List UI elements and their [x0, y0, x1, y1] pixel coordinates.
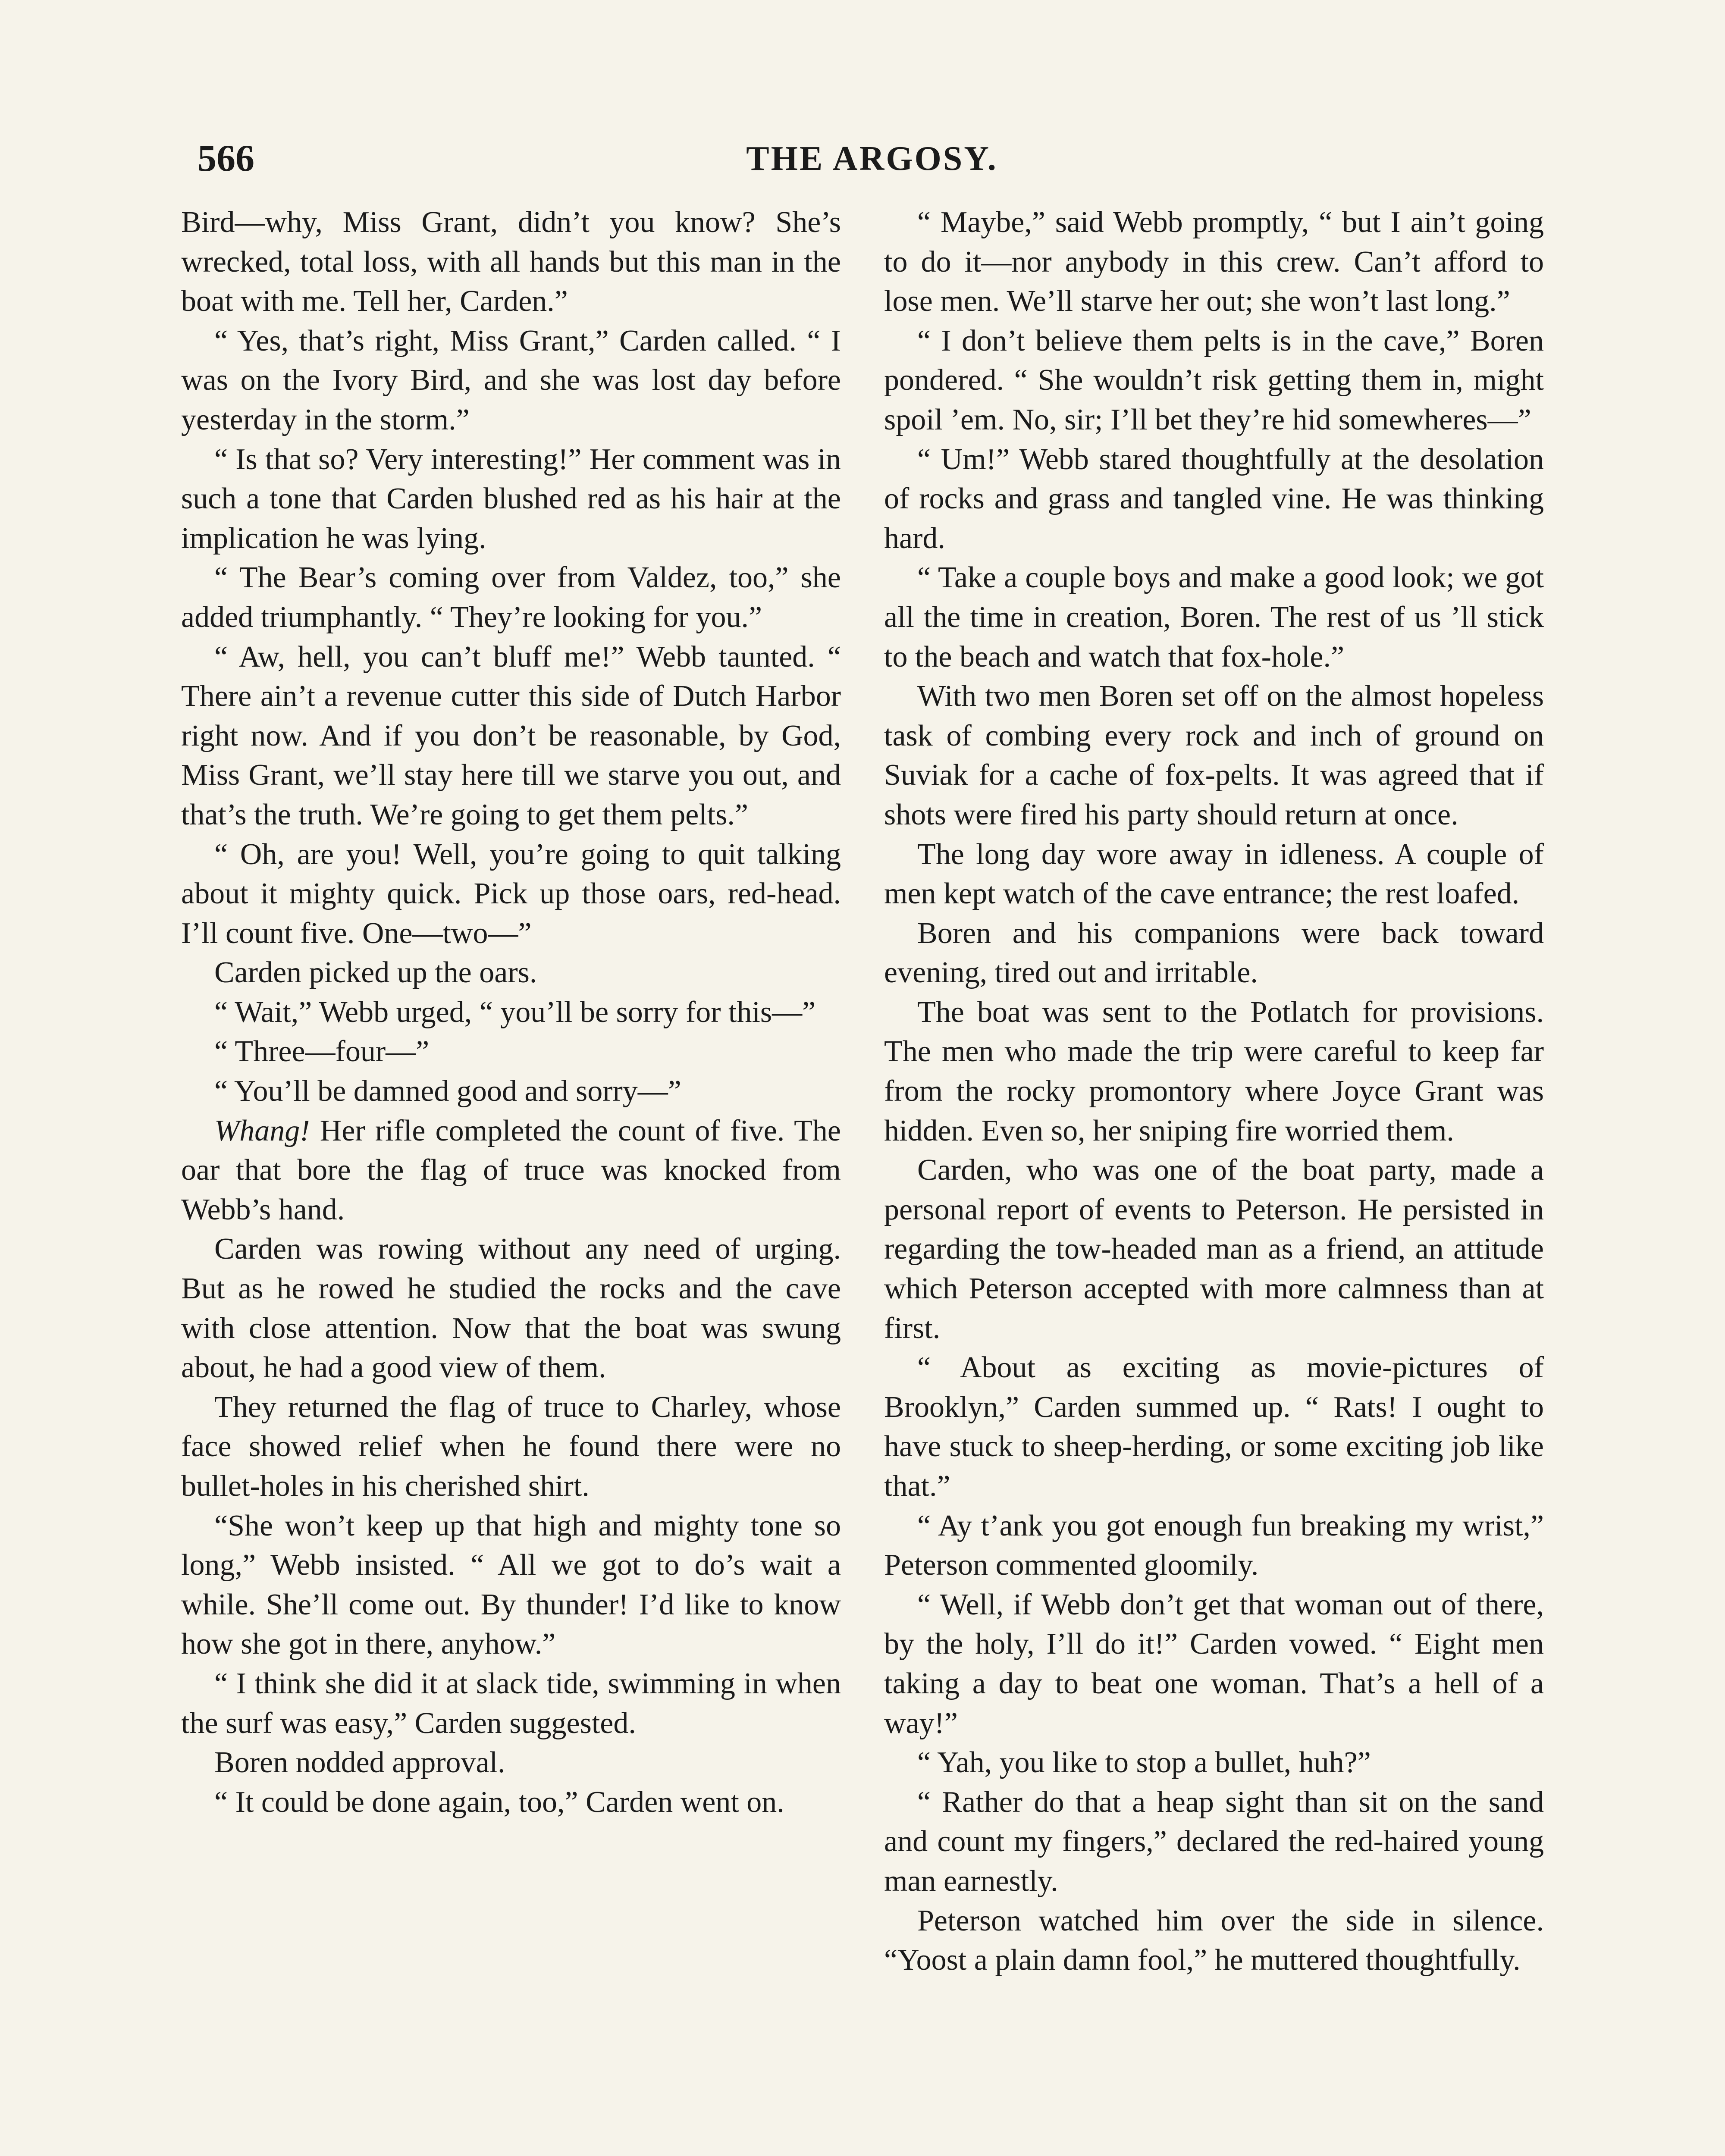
paragraph: They returned the flag of truce to Charley, whose face showed relief when he found there were no bullet-holes in his cherished shirt. — [181, 1390, 841, 1503]
paragraph: “ Aw, hell, you can’t bluff me!” Webb taunted. “ There ain’t a revenue cutter this side of Dutch Harbor right now. And if you don’t be reasonable, by God, Miss Grant, we’ll stay here till we starve you out, and that’s the truth. We’re going to get them pelts.” — [181, 640, 841, 831]
paragraph: “ Oh, are you! Well, you’re going to quit talking about it mighty quick. Pick up those oars, red-head. I’ll count five. One—two—” — [181, 837, 841, 950]
paragraph: Peterson watched him over the side in silence. “Yoost a plain damn fool,” he muttered thoughtfully. — [884, 1904, 1544, 1977]
paragraph: Carden picked up the oars. — [214, 956, 537, 990]
paragraph: “ Ay t’ank you got enough fun breaking my wrist,” Peterson commented gloomily. — [884, 1509, 1544, 1582]
paragraph: Boren and his companions were back toward evening, tired out and irritable. — [884, 916, 1544, 990]
paragraph: Carden, who was one of the boat party, made a personal report of events to Peterson. He persisted in regarding the tow-headed man as a friend, an attitude which Peterson accepted with more calmness than at first. — [884, 1153, 1544, 1345]
paragraph: The long day wore away in idleness. A couple of men kept watch of the cave entrance; the rest loafed. — [884, 837, 1544, 911]
paragraph: Bird—why, Miss Grant, didn’t you know? She’s wrecked, total loss, with all hands but this man in the boat with me. Tell her, Carden.” — [181, 206, 841, 318]
paragraph-text: Her rifle completed the count of five. The oar that bore the flag of truce was knocked from Webb’s hand. — [181, 1114, 841, 1226]
paragraph: “ Wait,” Webb urged, “ you’ll be sorry for this—” — [214, 995, 816, 1029]
paragraph: “ Um!” Webb stared thoughtfully at the desolation of rocks and grass and tangled vine. He was thinking hard. — [884, 442, 1544, 555]
paragraph: “ Yah, you like to stop a bullet, huh?” — [917, 1746, 1371, 1780]
paragraph: Carden was rowing without any need of urging. But as he rowed he studied the rocks and the cave with close attention. Now that the boat was swung about, he had a good view of them. — [181, 1232, 841, 1385]
paragraph: “She won’t keep up that high and mighty tone so long,” Webb insisted. “ All we got to do’s wait a while. She’ll come out. By thunder! I’d like to know how she got in there, anyhow.” — [181, 1509, 841, 1661]
paragraph: “ I think she did it at slack tide, swimming in when the surf was easy,” Carden suggested. — [181, 1667, 841, 1740]
paragraph: “ About as exciting as movie-pictures of Brooklyn,” Carden summed up. “ Rats! I ought to have stuck to sheep-herding, or some exciting job like that.” — [884, 1351, 1544, 1503]
paragraph: “ Three—four—” — [214, 1035, 430, 1069]
page-number: 566 — [198, 138, 254, 179]
paragraph: “ You’ll be damned good and sorry—” — [214, 1075, 681, 1108]
whang-italic: Whang! — [214, 1114, 310, 1147]
paragraph: With two men Boren set off on the almost hopeless task of combing every rock and inch of ground on Suviak for a cache of fox-pelts. It was agreed that if shots were fired his party should return at once. — [884, 680, 1544, 831]
paragraph: “ Take a couple boys and make a good look; we got all the time in creation, Boren. The rest of us ’ll stick to the beach and watch that fox-hole.” — [884, 561, 1544, 674]
page-header — [198, 137, 1546, 185]
running-head-title: THE ARGOSY. — [746, 140, 998, 178]
paragraph: “ Maybe,” said Webb promptly, “ but I ain’t going to do it—nor anybody in this crew. Can’t afford to lose men. We’ll starve her out; she won’t last long.” — [884, 206, 1544, 318]
left-column — [181, 203, 841, 1822]
paragraph: “ Yes, that’s right, Miss Grant,” Carden called. “ I was on the Ivory Bird, and she was lost day before yesterday in the storm.” — [181, 324, 841, 436]
paragraph: “ I don’t believe them pelts is in the cave,” Boren pondered. “ She wouldn’t risk getting them in, might spoil ’em. No, sir; I’ll bet they’re hid somewheres—” — [884, 324, 1544, 436]
paragraph: “ Is that so? Very interesting!” Her comment was in such a tone that Carden blushed red as his hair at the implication he was lying. — [181, 442, 841, 555]
paragraph: “ It could be done again, too,” Carden went on. — [214, 1785, 784, 1819]
right-column — [884, 203, 1544, 1980]
paragraph: “ Well, if Webb don’t get that woman out of there, by the holy, I’ll do it!” Carden vowed. “ Eight men taking a day to beat one woman. That’s a hell of a way!” — [884, 1588, 1544, 1740]
paragraph — [181, 1111, 841, 1230]
paragraph: “ The Bear’s coming over from Valdez, too,” she added triumphantly. “ They’re looking for you.” — [181, 561, 841, 634]
paragraph: “ Rather do that a heap sight than sit on the sand and count my fingers,” declared the red-haired young man earnestly. — [884, 1785, 1544, 1898]
paragraph: The boat was sent to the Potlatch for provisions. The men who made the trip were careful to keep far from the rocky promontory where Joyce Grant was hidden. Even so, her sniping fire worried them. — [884, 995, 1544, 1147]
paragraph: Boren nodded approval. — [214, 1746, 505, 1780]
